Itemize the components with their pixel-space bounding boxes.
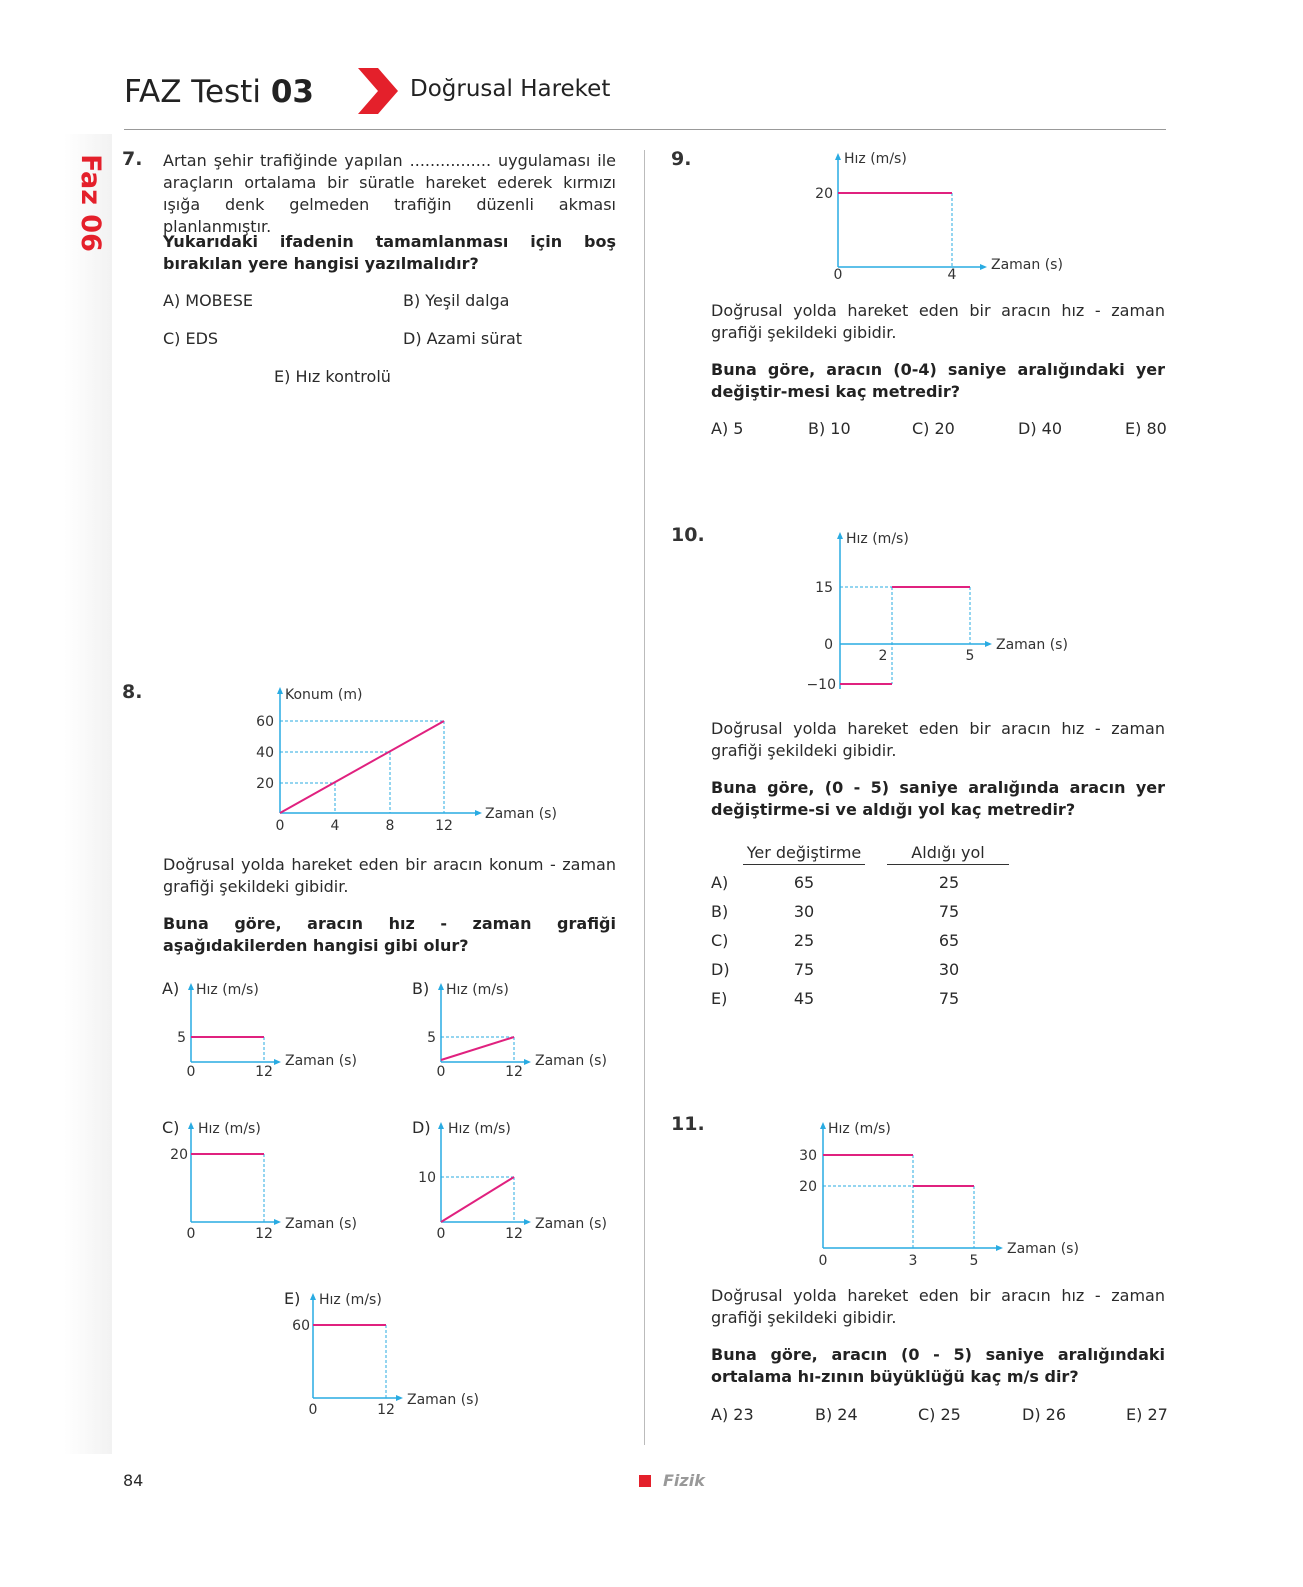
q8-e-xlabel: Zaman (s) xyxy=(407,1392,479,1408)
q8-main-y-arrow xyxy=(277,687,283,694)
q10-row-yer: 65 xyxy=(793,873,815,892)
q9-ytick: 20 xyxy=(815,186,833,202)
q9-chart xyxy=(800,145,1080,285)
q8-a-x-arrow xyxy=(274,1059,281,1065)
q10-table-header-yer: Yer değiştirme xyxy=(743,842,865,865)
q7-option-b[interactable]: B) Yeşil dalga xyxy=(403,291,510,310)
q8-c-xlabel: Zaman (s) xyxy=(285,1216,357,1232)
q7-option-d[interactable]: D) Azami sürat xyxy=(403,329,523,348)
q11-xtick: 3 xyxy=(908,1253,918,1269)
q8-c-y-arrow xyxy=(188,1122,194,1129)
q9-number: 9. xyxy=(671,148,692,170)
header-title xyxy=(124,74,314,110)
q8-d-x-arrow xyxy=(524,1219,531,1225)
q10-table-header-yol: Aldığı yol xyxy=(887,842,1009,865)
footer-square-icon xyxy=(639,1475,651,1487)
q8-d-ytick: 10 xyxy=(418,1170,436,1186)
q11-text: Doğrusal yolda hareket eden bir aracın hız - zaman grafiği şekildeki gibidir. xyxy=(711,1286,1165,1327)
q10-row-label[interactable]: C) xyxy=(711,931,729,950)
q8-main-xtick: 12 xyxy=(435,818,453,834)
q11-ytick: 20 xyxy=(799,1179,817,1195)
q8-a-ylabel: Hız (m/s) xyxy=(196,982,259,998)
q10-table xyxy=(711,842,1031,1022)
q8-e-x-arrow xyxy=(396,1395,403,1401)
q8-b-xtick: 0 xyxy=(436,1064,446,1080)
q8-main-chart xyxy=(250,682,580,842)
q11-option-d[interactable]: D) 26 xyxy=(1022,1405,1067,1424)
q8-option-e-label[interactable]: E) xyxy=(284,1289,301,1308)
q8-option-c-chart[interactable] xyxy=(160,1114,380,1244)
q9-option-c[interactable]: C) 20 xyxy=(912,419,955,438)
q7-option-e[interactable]: E) Hız kontrolü xyxy=(274,367,391,386)
q8-main-xtick: 0 xyxy=(275,818,285,834)
side-strip xyxy=(64,134,112,1454)
q7-number: 7. xyxy=(122,148,143,170)
q10-xtick: 2 xyxy=(878,648,888,664)
q8-d-y-arrow xyxy=(438,1122,444,1129)
q11-xlabel: Zaman (s) xyxy=(1007,1241,1079,1257)
q8-b-series-line xyxy=(441,1037,514,1060)
q10-row-yol: 75 xyxy=(938,989,960,1008)
q8-option-a-chart[interactable] xyxy=(160,975,380,1085)
q9-question: Buna göre, aracın (0-4) saniye aralığındaki yer değiştir-mesi kaç metredir? xyxy=(711,360,1165,401)
q10-y-arrow xyxy=(837,532,843,539)
q8-a-y-arrow xyxy=(188,983,194,990)
q11-y-arrow xyxy=(820,1122,826,1129)
side-tab-label: Faz 06 xyxy=(75,154,106,252)
q8-c-xtick: 12 xyxy=(255,1226,273,1242)
header-rule xyxy=(124,129,1166,130)
q8-b-y-arrow xyxy=(438,983,444,990)
q10-row-yol: 75 xyxy=(938,902,960,921)
page-number: 84 xyxy=(123,1471,144,1490)
header xyxy=(124,70,1166,132)
q11-chart xyxy=(780,1114,1090,1274)
q8-a-ytick: 5 xyxy=(177,1030,186,1046)
q11-option-c[interactable]: C) 25 xyxy=(918,1405,961,1424)
q7-text: Artan şehir trafiğinde yapılan ................ uygulaması ile araçların ortalama bir süratle hareket ederek kırmızı ışığa denk gelmeden trafiğin düzenli akması planlanmıştır. xyxy=(163,151,616,236)
q8-b-xtick: 12 xyxy=(505,1064,523,1080)
q10-row-yer: 25 xyxy=(793,931,815,950)
q10-xtick: 5 xyxy=(965,648,975,664)
chevron-icon xyxy=(358,68,398,114)
q9-y-arrow xyxy=(835,153,841,160)
q8-main-series-line xyxy=(280,721,444,813)
q11-ylabel: Hız (m/s) xyxy=(828,1121,891,1137)
header-topic: Doğrusal Hareket xyxy=(410,76,611,102)
q8-main-xtick: 8 xyxy=(385,818,395,834)
q8-option-b-chart[interactable] xyxy=(410,975,630,1085)
q11-xtick: 0 xyxy=(818,1253,828,1269)
q9-text: Doğrusal yolda hareket eden bir aracın hız - zaman grafiği şekildeki gibidir. xyxy=(711,301,1165,342)
q8-a-xlabel: Zaman (s) xyxy=(285,1053,357,1069)
q8-main-xtick: 4 xyxy=(330,818,340,834)
q10-row-label[interactable]: A) xyxy=(711,873,729,892)
q9-option-d[interactable]: D) 40 xyxy=(1018,419,1063,438)
header-num: 03 xyxy=(270,74,314,110)
q11-number: 11. xyxy=(671,1113,705,1135)
q10-chart xyxy=(800,524,1090,694)
q8-b-x-arrow xyxy=(524,1059,531,1065)
q8-c-xtick: 0 xyxy=(186,1226,196,1242)
q8-b-ytick: 5 xyxy=(427,1030,436,1046)
q10-row-yer: 45 xyxy=(793,989,815,1008)
q10-ytick: −10 xyxy=(806,677,836,693)
q8-option-d-chart[interactable] xyxy=(410,1114,630,1244)
q8-b-ylabel: Hız (m/s) xyxy=(446,982,509,998)
q8-d-ylabel: Hız (m/s) xyxy=(448,1121,511,1137)
q10-ytick: 0 xyxy=(824,637,833,653)
q10-row-yer: 75 xyxy=(793,960,815,979)
q11-x-arrow xyxy=(996,1245,1003,1251)
q8-option-b-label[interactable]: B) xyxy=(412,979,430,998)
q10-row-label[interactable]: E) xyxy=(711,989,728,1008)
q9-option-a[interactable]: A) 5 xyxy=(711,419,744,438)
q8-main-ylabel: Konum (m) xyxy=(285,687,363,703)
column-divider xyxy=(644,150,645,1445)
q8-option-d-label[interactable]: D) xyxy=(412,1118,431,1137)
q8-e-y-arrow xyxy=(310,1293,316,1300)
q8-e-ylabel: Hız (m/s) xyxy=(319,1292,382,1308)
q8-d-series-line xyxy=(441,1177,514,1222)
q8-c-x-arrow xyxy=(274,1219,281,1225)
q11-ytick: 30 xyxy=(799,1148,817,1164)
q8-option-e-chart[interactable] xyxy=(282,1285,502,1420)
q10-number: 10. xyxy=(671,524,705,546)
q10-ytick: 15 xyxy=(815,580,833,596)
header-faz: FAZ Testi xyxy=(124,74,261,110)
q8-text: Doğrusal yolda hareket eden bir aracın konum - zaman grafiği şekildeki gibidir. xyxy=(163,855,616,896)
q9-option-b[interactable]: B) 10 xyxy=(808,419,851,438)
q11-option-a[interactable]: A) 23 xyxy=(711,1405,754,1424)
q10-x-arrow xyxy=(985,641,992,647)
q8-c-ylabel: Hız (m/s) xyxy=(198,1121,261,1137)
q8-option-c-label[interactable]: C) xyxy=(162,1118,180,1137)
q10-xlabel: Zaman (s) xyxy=(996,637,1068,653)
q7-option-c[interactable]: C) EDS xyxy=(163,329,219,348)
q7-option-a[interactable]: A) MOBESE xyxy=(163,291,254,310)
q9-x-arrow xyxy=(980,264,987,270)
q8-main-ytick: 20 xyxy=(256,776,274,792)
q8-d-xtick: 12 xyxy=(505,1226,523,1242)
q8-a-xtick: 12 xyxy=(255,1064,273,1080)
q8-c-ytick: 20 xyxy=(170,1147,188,1163)
q9-option-e[interactable]: E) 80 xyxy=(1125,419,1167,438)
q9-ylabel: Hız (m/s) xyxy=(844,151,907,167)
q10-row-yol: 25 xyxy=(938,873,960,892)
q8-e-xtick: 0 xyxy=(308,1402,318,1418)
q11-xtick: 5 xyxy=(969,1253,979,1269)
q10-row-yol: 65 xyxy=(938,931,960,950)
q10-row-label[interactable]: B) xyxy=(711,902,729,921)
q8-a-xtick: 0 xyxy=(186,1064,196,1080)
q8-d-xtick: 0 xyxy=(436,1226,446,1242)
q8-main-ytick: 40 xyxy=(256,745,274,761)
q9-xtick: 4 xyxy=(947,267,957,283)
q9-xlabel: Zaman (s) xyxy=(991,257,1063,273)
q11-question: Buna göre, aracın (0 - 5) saniye aralığındaki ortalama hı-zının büyüklüğü kaç m/s dir? xyxy=(711,1345,1165,1386)
q11-option-e[interactable]: E) 27 xyxy=(1126,1405,1168,1424)
q11-option-b[interactable]: B) 24 xyxy=(815,1405,858,1424)
q8-option-a-label[interactable]: A) xyxy=(162,979,180,998)
q10-row-yol: 30 xyxy=(938,960,960,979)
q8-main-x-arrow xyxy=(475,810,482,816)
q10-ylabel: Hız (m/s) xyxy=(846,531,909,547)
q10-row-label[interactable]: D) xyxy=(711,960,730,979)
q8-main-ytick: 60 xyxy=(256,714,274,730)
q8-b-xlabel: Zaman (s) xyxy=(535,1053,607,1069)
q10-row-yer: 30 xyxy=(793,902,815,921)
q8-main-xlabel: Zaman (s) xyxy=(485,806,557,822)
q7-question: Yukarıdaki ifadenin tamamlanması için boş bırakılan yere hangisi yazılmalıdır? xyxy=(163,232,616,273)
footer-subject: Fizik xyxy=(663,1471,705,1490)
q8-question: Buna göre, aracın hız - zaman grafiği aşağıdakilerden hangisi gibi olur? xyxy=(163,914,616,955)
q10-text: Doğrusal yolda hareket eden bir aracın hız - zaman grafiği şekildeki gibidir. xyxy=(711,719,1165,760)
q8-e-xtick: 12 xyxy=(377,1402,395,1418)
q8-e-ytick: 60 xyxy=(292,1318,310,1334)
q8-number: 8. xyxy=(122,681,143,703)
q8-d-xlabel: Zaman (s) xyxy=(535,1216,607,1232)
q9-xtick: 0 xyxy=(833,267,843,283)
q10-question: Buna göre, (0 - 5) saniye aralığında aracın yer değiştirme-si ve aldığı yol kaç metredir? xyxy=(711,778,1165,819)
